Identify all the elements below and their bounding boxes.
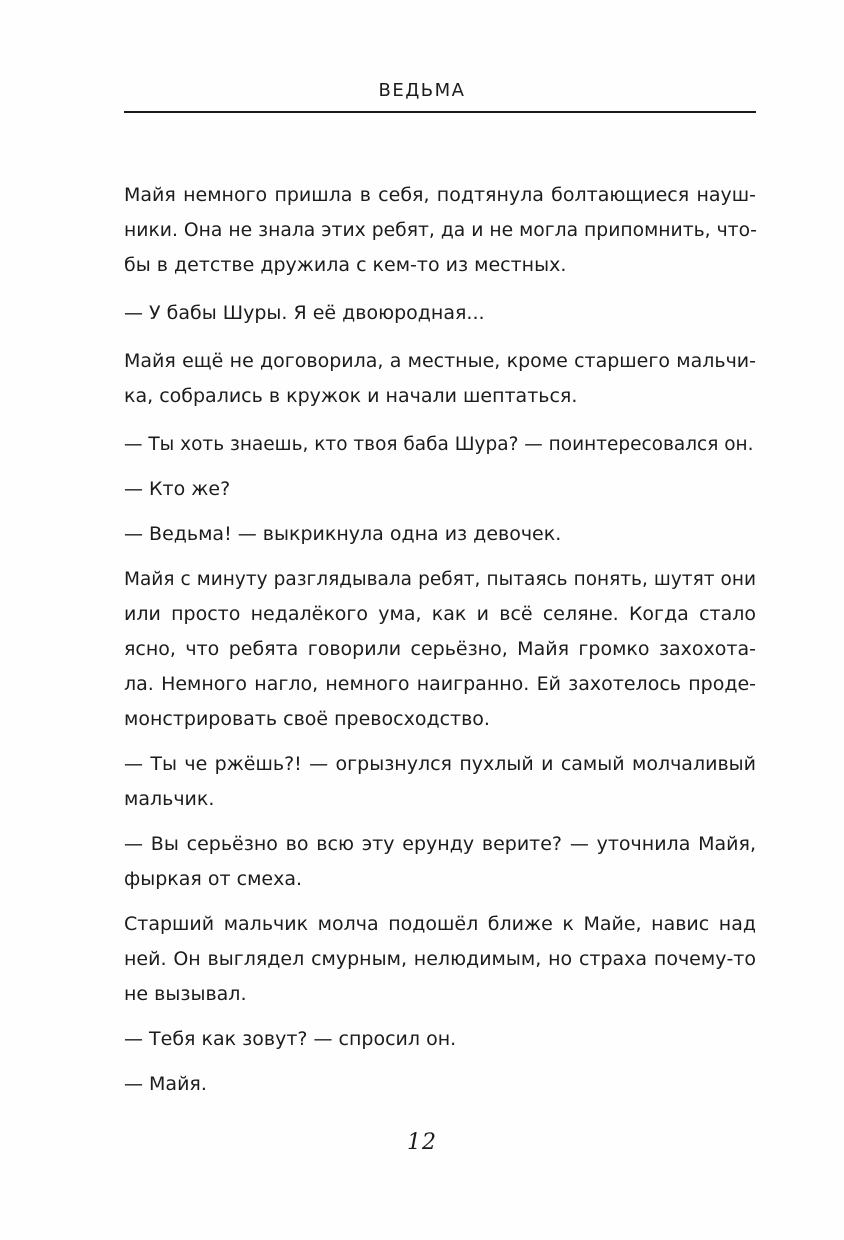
text-line: — Ведьма! — выкрикнула одна из девочек. <box>124 523 562 545</box>
text-line: монстрировать своё превосходство. <box>124 708 490 730</box>
text-line: Старший мальчик молча подошёл ближе к Майе, навис над <box>124 913 756 935</box>
text-line: ка, собрались в кружок и начали шептаться. <box>124 385 578 407</box>
text-line: — Ты че ржёшь?! — огрызнулся пухлый и самый молчаливый <box>124 753 756 775</box>
body-text <box>124 178 756 1102</box>
text-line: ла. Немного нагло, немного наигранно. Ей захотелось проде- <box>124 673 756 695</box>
text-line: Майя ещё не договорила, а местные, кроме старшего мальчи- <box>124 350 756 372</box>
text-line: — У бабы Шуры. Я её двоюродная... <box>124 302 485 324</box>
text-line: ней. Он выглядел смурным, нелюдимым, но страха почему-то <box>124 948 756 970</box>
text-line: фыркая от смеха. <box>124 868 303 890</box>
text-line: — Тебя как зовут? — спросил он. <box>124 1028 457 1050</box>
text-line: — Вы серьёзно во всю эту ерунду верите? — уточнила Майя, <box>124 833 756 855</box>
page-number: 12 <box>407 1130 437 1155</box>
text-line: — Ты хоть знаешь, кто твоя баба Шура? — поинтересовался он. <box>124 434 754 455</box>
text-line: ясно, что ребята говорили серьёзно, Майя громко захохота- <box>124 638 756 660</box>
text-line: Майя немного пришла в себя, подтянула болтающиеся науш- <box>124 184 756 206</box>
text-line: или просто недалёкого ума, как и всё селяне. Когда стало <box>124 603 756 625</box>
text-line: не вызывал. <box>124 983 247 1005</box>
text-line: ники. Она не знала этих ребят, да и не могла припомнить, что- <box>124 220 757 241</box>
header-rule <box>124 111 756 113</box>
running-head: ВЕДЬМА <box>378 80 466 101</box>
text-line: — Майя. <box>124 1073 207 1095</box>
text-line: мальчик. <box>124 788 215 810</box>
text-line: бы в детстве дружила с кем-то из местных. <box>124 254 567 276</box>
text-line: — Кто же? <box>124 478 231 500</box>
text-line: Майя с минуту разглядывала ребят, пытаясь понять, шутят они <box>124 569 756 590</box>
